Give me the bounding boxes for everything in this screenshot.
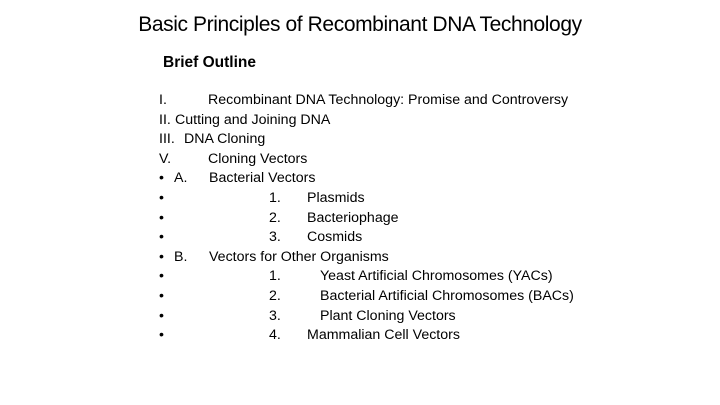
outline-text: Cutting and Joining DNA xyxy=(175,111,331,128)
outline-text: Bacterial Vectors xyxy=(209,170,316,187)
outline-text: DNA Cloning xyxy=(184,131,266,148)
bullet-icon: • xyxy=(159,268,164,285)
bullet-icon: • xyxy=(159,229,164,246)
outline-item xyxy=(159,228,679,248)
bullet-icon: • xyxy=(159,287,164,304)
outline-text: Cosmids xyxy=(307,229,363,246)
outline-marker: V. xyxy=(159,150,172,167)
outline-item xyxy=(159,169,679,189)
outline-text: Plasmids xyxy=(307,189,365,206)
bullet-icon: • xyxy=(159,248,164,265)
outline-item xyxy=(159,209,679,229)
outline-item xyxy=(159,307,679,327)
outline-item xyxy=(159,267,679,287)
outline-marker: 1. xyxy=(269,268,281,285)
outline-text: Plant Cloning Vectors xyxy=(320,307,456,324)
outline-marker: III. xyxy=(159,131,175,148)
bullet-icon: • xyxy=(159,189,164,206)
outline-item xyxy=(159,287,679,307)
bullet-icon: • xyxy=(159,327,164,344)
outline-text: Cloning Vectors xyxy=(208,150,308,167)
outline-marker: 2. xyxy=(269,287,281,304)
outline-marker: 4. xyxy=(269,327,281,344)
outline-text: Bacterial Artificial Chromosomes (BACs) xyxy=(320,287,574,304)
outline-marker: A. xyxy=(174,170,188,187)
slide-title: Basic Principles of Recombinant DNA Technology xyxy=(138,13,582,36)
outline-marker: 1. xyxy=(269,189,281,206)
slide-subtitle: Brief Outline xyxy=(163,54,257,71)
outline-item xyxy=(159,189,679,209)
outline-item xyxy=(159,150,679,170)
bullet-icon: • xyxy=(159,307,164,324)
outline-item xyxy=(159,91,679,111)
outline-item xyxy=(159,111,679,131)
outline-item xyxy=(159,326,679,346)
outline-text: Vectors for Other Organisms xyxy=(209,248,389,265)
outline-item xyxy=(159,248,679,268)
outline-marker: II. xyxy=(159,111,171,128)
outline-text: Bacteriophage xyxy=(307,209,399,226)
outline-text: Recombinant DNA Technology: Promise and Controversy xyxy=(208,92,569,108)
outline-marker: 3. xyxy=(269,229,281,246)
bullet-icon: • xyxy=(159,209,164,226)
outline-list xyxy=(159,91,679,346)
outline-text: Yeast Artificial Chromosomes (YACs) xyxy=(320,268,553,285)
outline-item xyxy=(159,130,679,150)
outline-marker: B. xyxy=(174,248,188,265)
outline-marker: 2. xyxy=(269,209,281,226)
outline-marker: I. xyxy=(159,92,167,108)
outline-text: Mammalian Cell Vectors xyxy=(307,327,460,344)
outline-marker: 3. xyxy=(269,307,281,324)
bullet-icon: • xyxy=(159,170,164,187)
